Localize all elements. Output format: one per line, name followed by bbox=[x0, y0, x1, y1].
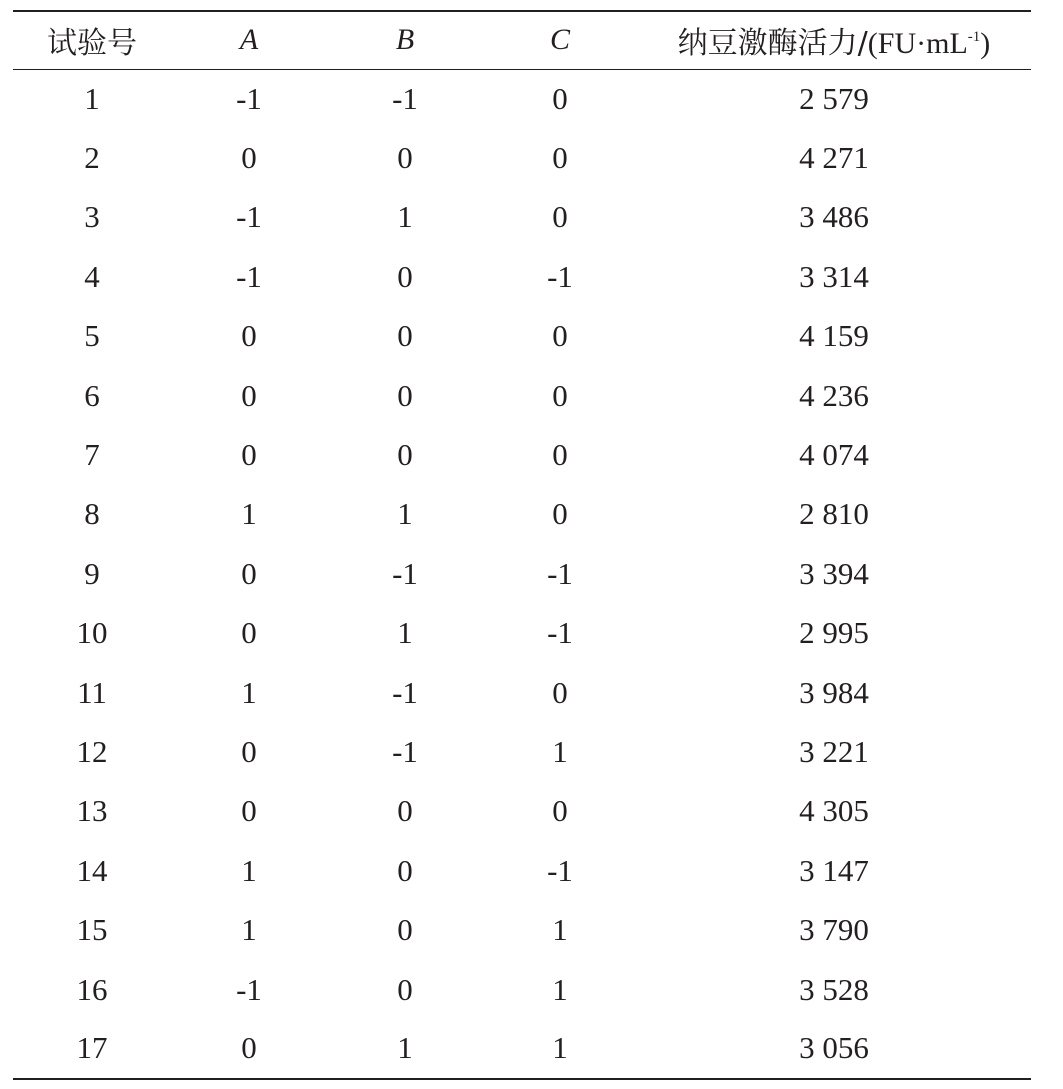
cell-factor-b: -1 bbox=[392, 733, 418, 769]
table-row bbox=[13, 544, 1031, 603]
cell-factor-a: 1 bbox=[241, 912, 257, 948]
table-row bbox=[13, 841, 1031, 900]
cell-activity: 3 394 bbox=[799, 555, 869, 591]
cell-factor-b: -1 bbox=[392, 674, 418, 710]
cell-factor-b: 1 bbox=[397, 615, 413, 651]
cell-factor-a: 1 bbox=[241, 852, 257, 888]
cell-factor-c: 0 bbox=[552, 674, 568, 710]
cell-factor-a: -1 bbox=[236, 258, 262, 294]
cell-factor-b: 0 bbox=[397, 437, 413, 473]
table-header bbox=[13, 11, 1031, 69]
cell-trial-no: 17 bbox=[76, 1030, 108, 1066]
cell-factor-a: 0 bbox=[241, 1030, 257, 1066]
cell-activity: 4 074 bbox=[799, 437, 869, 473]
cell-activity: 3 314 bbox=[799, 258, 869, 294]
header-trial-no: 试验号 bbox=[47, 26, 137, 62]
cell-factor-b: 0 bbox=[397, 793, 413, 829]
cell-factor-b: 0 bbox=[397, 258, 413, 294]
cell-factor-b: -1 bbox=[392, 555, 418, 591]
cell-trial-no: 14 bbox=[76, 852, 108, 888]
cell-activity: 3 790 bbox=[799, 912, 869, 948]
table-row bbox=[13, 128, 1031, 187]
cell-factor-b: 0 bbox=[397, 852, 413, 888]
cell-factor-c: -1 bbox=[547, 555, 573, 591]
header-row bbox=[13, 11, 1031, 69]
header-factor-b: B bbox=[395, 23, 415, 57]
cell-activity: 2 579 bbox=[799, 80, 869, 116]
cell-activity: 4 159 bbox=[799, 318, 869, 354]
cell-factor-b: 1 bbox=[397, 496, 413, 532]
cell-activity: 4 236 bbox=[799, 377, 869, 413]
table-row bbox=[13, 722, 1031, 781]
table-row bbox=[13, 663, 1031, 722]
cell-factor-a: 1 bbox=[241, 496, 257, 532]
cell-factor-c: 0 bbox=[552, 80, 568, 116]
table-row bbox=[13, 960, 1031, 1019]
cell-factor-a: 0 bbox=[241, 555, 257, 591]
table-row bbox=[13, 485, 1031, 544]
header-activity bbox=[637, 11, 1031, 69]
cell-trial-no: 2 bbox=[84, 140, 100, 176]
cell-factor-a: 0 bbox=[241, 140, 257, 176]
cell-factor-c: 0 bbox=[552, 140, 568, 176]
cell-activity: 3 056 bbox=[799, 1030, 869, 1066]
cell-factor-c: -1 bbox=[547, 615, 573, 651]
cell-trial-no: 4 bbox=[84, 258, 100, 294]
cell-factor-a: -1 bbox=[236, 971, 262, 1007]
cell-factor-c: 1 bbox=[552, 912, 568, 948]
cell-factor-a: 1 bbox=[241, 674, 257, 710]
cell-factor-a: 0 bbox=[241, 615, 257, 651]
cell-factor-a: 0 bbox=[241, 793, 257, 829]
cell-trial-no: 3 bbox=[84, 199, 100, 235]
cell-trial-no: 13 bbox=[76, 793, 108, 829]
cell-factor-b: 1 bbox=[397, 199, 413, 235]
header-activity-unit-open: (FU·mL bbox=[867, 27, 968, 61]
cell-trial-no: 7 bbox=[84, 437, 100, 473]
cell-trial-no: 6 bbox=[84, 377, 100, 413]
cell-factor-c: -1 bbox=[547, 258, 573, 294]
table-row bbox=[13, 425, 1031, 484]
cell-activity: 2 810 bbox=[799, 496, 869, 532]
cell-trial-no: 9 bbox=[84, 555, 100, 591]
cell-factor-a: -1 bbox=[236, 199, 262, 235]
header-activity-unit-sup: -1 bbox=[967, 29, 981, 46]
cell-trial-no: 15 bbox=[76, 912, 108, 948]
table-row bbox=[13, 366, 1031, 425]
cell-factor-b: 0 bbox=[397, 971, 413, 1007]
cell-activity: 3 221 bbox=[799, 733, 869, 769]
cell-activity: 3 984 bbox=[799, 674, 869, 710]
table-row bbox=[13, 604, 1031, 663]
cell-activity: 3 528 bbox=[799, 971, 869, 1007]
cell-trial-no: 16 bbox=[76, 971, 108, 1007]
cell-factor-b: 0 bbox=[397, 318, 413, 354]
results-table bbox=[13, 10, 1031, 1080]
cell-factor-c: 0 bbox=[552, 496, 568, 532]
header-factor-c: C bbox=[549, 23, 570, 57]
cell-factor-b: 0 bbox=[397, 140, 413, 176]
cell-trial-no: 8 bbox=[84, 496, 100, 532]
table-row bbox=[13, 247, 1031, 306]
table-row bbox=[13, 69, 1031, 128]
cell-activity: 3 147 bbox=[799, 852, 869, 888]
cell-activity: 3 486 bbox=[799, 199, 869, 235]
cell-factor-c: 0 bbox=[552, 793, 568, 829]
table-row bbox=[13, 188, 1031, 247]
cell-trial-no: 12 bbox=[76, 733, 108, 769]
cell-trial-no: 5 bbox=[84, 318, 100, 354]
cell-factor-b: -1 bbox=[392, 80, 418, 116]
header-activity-unit-close: ) bbox=[980, 27, 991, 61]
cell-factor-a: 0 bbox=[241, 733, 257, 769]
table-body bbox=[13, 69, 1031, 1079]
cell-factor-a: 0 bbox=[241, 377, 257, 413]
cell-factor-c: 0 bbox=[552, 199, 568, 235]
cell-factor-c: 1 bbox=[552, 971, 568, 1007]
table-row bbox=[13, 900, 1031, 959]
table-row bbox=[13, 782, 1031, 841]
header-activity-label: 纳豆激酶活力/ bbox=[677, 26, 868, 62]
cell-trial-no: 11 bbox=[77, 674, 107, 710]
cell-factor-a: 0 bbox=[241, 437, 257, 473]
cell-factor-b: 1 bbox=[397, 1030, 413, 1066]
cell-factor-a: -1 bbox=[236, 80, 262, 116]
header-factor-a: A bbox=[239, 23, 259, 57]
cell-factor-c: 1 bbox=[552, 733, 568, 769]
cell-trial-no: 1 bbox=[84, 80, 100, 116]
table-row bbox=[13, 307, 1031, 366]
cell-factor-c: 0 bbox=[552, 377, 568, 413]
cell-factor-c: 0 bbox=[552, 437, 568, 473]
cell-activity: 4 305 bbox=[799, 793, 869, 829]
cell-activity: 4 271 bbox=[799, 140, 869, 176]
cell-factor-a: 0 bbox=[241, 318, 257, 354]
cell-trial-no: 10 bbox=[76, 615, 108, 651]
table-row bbox=[13, 1019, 1031, 1078]
cell-activity: 2 995 bbox=[799, 615, 869, 651]
cell-factor-b: 0 bbox=[397, 912, 413, 948]
cell-factor-c: 0 bbox=[552, 318, 568, 354]
cell-factor-b: 0 bbox=[397, 377, 413, 413]
cell-factor-c: -1 bbox=[547, 852, 573, 888]
cell-factor-c: 1 bbox=[552, 1030, 568, 1066]
